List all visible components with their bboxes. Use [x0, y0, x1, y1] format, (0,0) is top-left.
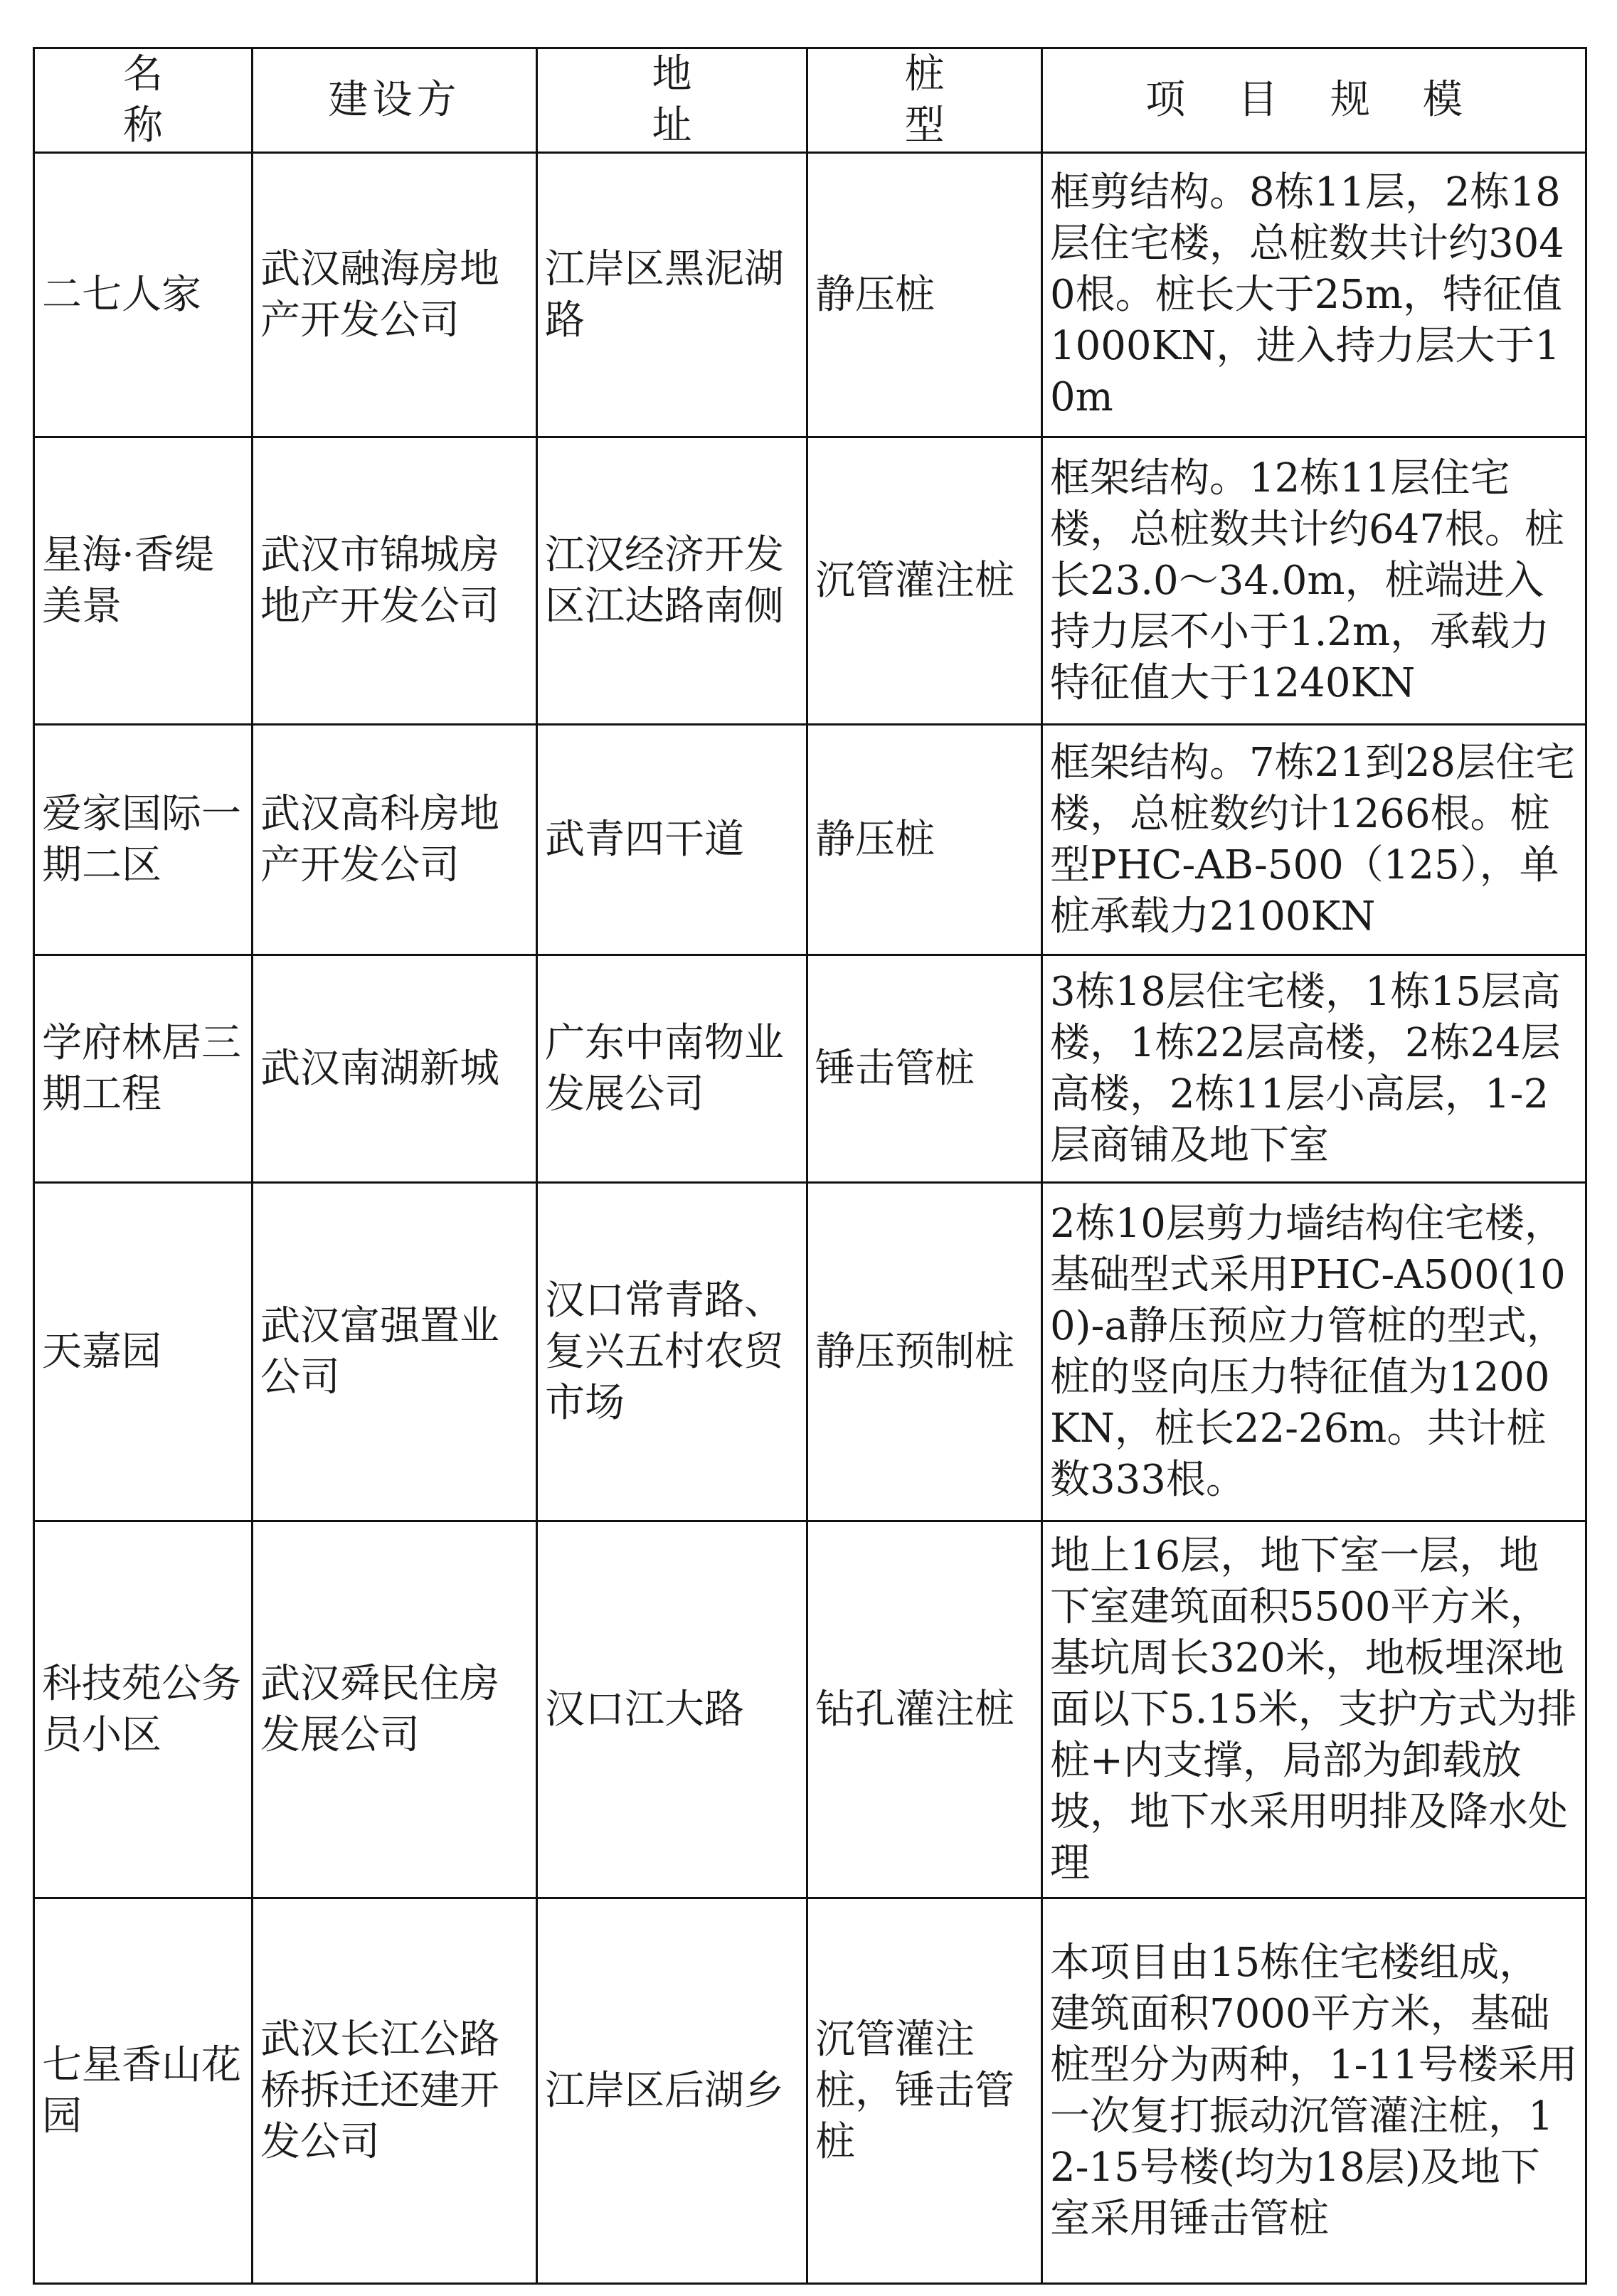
cell-address: 江岸区后湖乡 — [537, 1898, 807, 2284]
cell-pile-type: 锤击管桩 — [807, 955, 1042, 1183]
cell-address: 广东中南物业发展公司 — [537, 955, 807, 1183]
table-row — [34, 1521, 1586, 1898]
project-table-sheet — [33, 47, 1585, 2241]
cell-builder: 武汉富强置业公司 — [253, 1183, 537, 1521]
cell-pile-type: 静压桩 — [807, 153, 1042, 437]
cell-address: 汉口常青路、复兴五村农贸市场 — [537, 1183, 807, 1521]
header-builder: 建设方 — [253, 48, 537, 153]
header-name: 名 称 — [34, 48, 253, 153]
cell-pile-type: 钻孔灌注桩 — [807, 1521, 1042, 1898]
cell-name: 七星香山花园 — [34, 1898, 253, 2284]
cell-name: 科技苑公务员小区 — [34, 1521, 253, 1898]
table-row — [34, 153, 1586, 437]
table-header — [34, 48, 1586, 153]
header-pile-type: 桩 型 — [807, 48, 1042, 153]
cell-pile-type: 静压预制桩 — [807, 1183, 1042, 1521]
cell-name: 星海·香缇美景 — [34, 437, 253, 725]
cell-builder: 武汉融海房地产开发公司 — [253, 153, 537, 437]
cell-scale: 框架结构。7栋21到28层住宅楼，总桩数约计1266根。桩型PHC-AB-500（125），单桩承载力2100KN — [1042, 725, 1586, 955]
cell-pile-type: 沉管灌注桩 — [807, 437, 1042, 725]
cell-builder: 武汉南湖新城 — [253, 955, 537, 1183]
cell-scale: 框架结构。12栋11层住宅楼，总桩数共计约647根。桩长23.0～34.0m，桩端进入持力层不小于1.2m，承载力特征值大于1240KN — [1042, 437, 1586, 725]
header-scale: 项 目 规 模 — [1042, 48, 1586, 153]
cell-scale: 3栋18层住宅楼，1栋15层高楼，1栋22层高楼，2栋24层高楼，2栋11层小高层，1-2层商铺及地下室 — [1042, 955, 1586, 1183]
header-row — [34, 48, 1586, 153]
table-body — [34, 153, 1586, 2284]
cell-address: 江汉经济开发区江达路南侧 — [537, 437, 807, 725]
cell-builder: 武汉高科房地产开发公司 — [253, 725, 537, 955]
cell-address: 汉口江大路 — [537, 1521, 807, 1898]
cell-pile-type: 静压桩 — [807, 725, 1042, 955]
cell-name: 天嘉园 — [34, 1183, 253, 1521]
cell-address: 江岸区黑泥湖路 — [537, 153, 807, 437]
cell-builder: 武汉市锦城房地产开发公司 — [253, 437, 537, 725]
table-row — [34, 725, 1586, 955]
cell-builder: 武汉长江公路桥拆迁还建开发公司 — [253, 1898, 537, 2284]
cell-scale: 地上16层，地下室一层，地下室建筑面积5500平方米，基坑周长320米，地板埋深地面以下5.15米，支护方式为排桩+内支撑，局部为卸载放坡，地下水采用明排及降水处理 — [1042, 1521, 1586, 1898]
cell-address: 武青四干道 — [537, 725, 807, 955]
table-row — [34, 1183, 1586, 1521]
table-row — [34, 437, 1586, 725]
table-row — [34, 1898, 1586, 2284]
cell-pile-type: 沉管灌注桩，锤击管桩 — [807, 1898, 1042, 2284]
cell-name: 学府林居三期工程 — [34, 955, 253, 1183]
header-address: 地 址 — [537, 48, 807, 153]
table-row — [34, 955, 1586, 1183]
cell-name: 爱家国际一期二区 — [34, 725, 253, 955]
cell-scale: 2栋10层剪力墙结构住宅楼，基础型式采用PHC-A500(100)-a静压预应力管桩的型式，桩的竖向压力特征值为1200KN，桩长22-26m。共计桩数333根。 — [1042, 1183, 1586, 1521]
project-table — [33, 47, 1587, 2285]
cell-scale: 框剪结构。8栋11层，2栋18层住宅楼，总桩数共计约3040根。桩长大于25m，特征值1000KN，进入持力层大于10m — [1042, 153, 1586, 437]
cell-scale: 本项目由15栋住宅楼组成，建筑面积7000平方米，基础桩型分为两种，1-11号楼采用一次复打振动沉管灌注桩，12-15号楼(均为18层)及地下室采用锤击管桩 — [1042, 1898, 1586, 2284]
cell-name: 二七人家 — [34, 153, 253, 437]
cell-builder: 武汉舜民住房发展公司 — [253, 1521, 537, 1898]
